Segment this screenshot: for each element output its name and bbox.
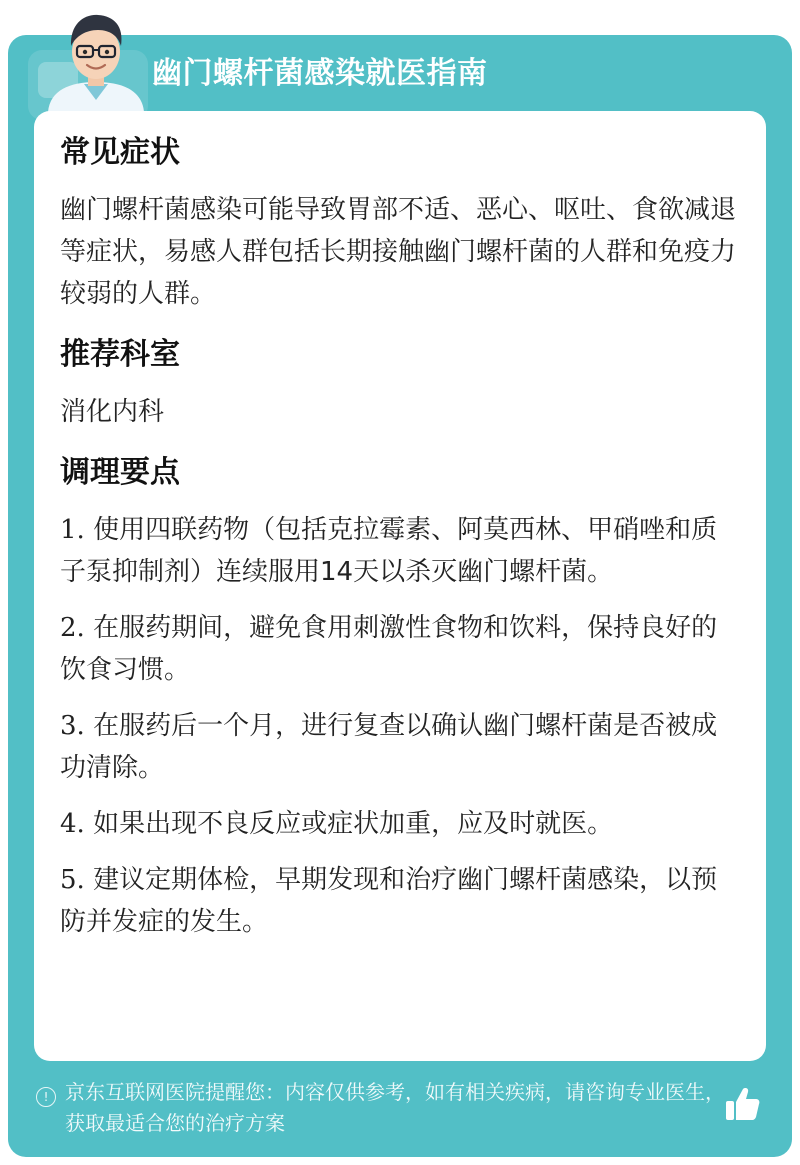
list-item-text: 在服药后一个月，进行复查以确认幽门螺杆菌是否被成功清除。 <box>60 711 718 783</box>
list-item <box>60 803 740 845</box>
list-item <box>60 705 740 789</box>
list-item-number: 1. <box>60 515 85 545</box>
list-item <box>60 607 740 691</box>
thumbs-up-icon[interactable] <box>722 1084 762 1124</box>
footer-text: 京东互联网医院提醒您：内容仅供参考，如有相关疾病，请咨询专业医生，获取最适合您的治疗方案 <box>65 1080 725 1135</box>
list-item-text: 使用四联药物（包括克拉霉素、阿莫西林、甲硝唑和质子泵抑制剂）连续服用14天以杀灭幽门螺杆菌。 <box>60 515 718 587</box>
doctor-avatar <box>40 8 152 112</box>
list-item <box>60 509 740 593</box>
list-item-text: 建议定期体检，早期发现和治疗幽门螺杆菌感染，以预防并发症的发生。 <box>60 865 718 937</box>
list-item <box>60 859 740 943</box>
footer-disclaimer <box>36 1077 736 1139</box>
symptoms-text: 幽门螺杆菌感染可能导致胃部不适、恶心、呕吐、食欲减退等症状，易感人群包括长期接触幽门螺杆菌的人群和免疫力较弱的人群。 <box>60 195 737 309</box>
list-item-number: 5. <box>60 865 85 895</box>
department-heading: 推荐科室 <box>60 337 180 372</box>
list-item-text: 如果出现不良反应或症状加重，应及时就医。 <box>93 809 614 839</box>
info-icon: ! <box>36 1087 56 1107</box>
card-content <box>60 131 740 955</box>
care-heading: 调理要点 <box>60 455 180 490</box>
page-title: 幽门螺杆菌感染就医指南 <box>152 56 488 91</box>
content-card <box>34 111 766 1061</box>
list-item-number: 4. <box>60 809 85 839</box>
list-item-number: 2. <box>60 613 85 643</box>
symptoms-heading: 常见症状 <box>60 135 180 170</box>
list-item-text: 在服药期间，避免食用刺激性食物和饮料，保持良好的饮食习惯。 <box>60 613 718 685</box>
department-text: 消化内科 <box>60 397 165 427</box>
list-item-number: 3. <box>60 711 85 741</box>
